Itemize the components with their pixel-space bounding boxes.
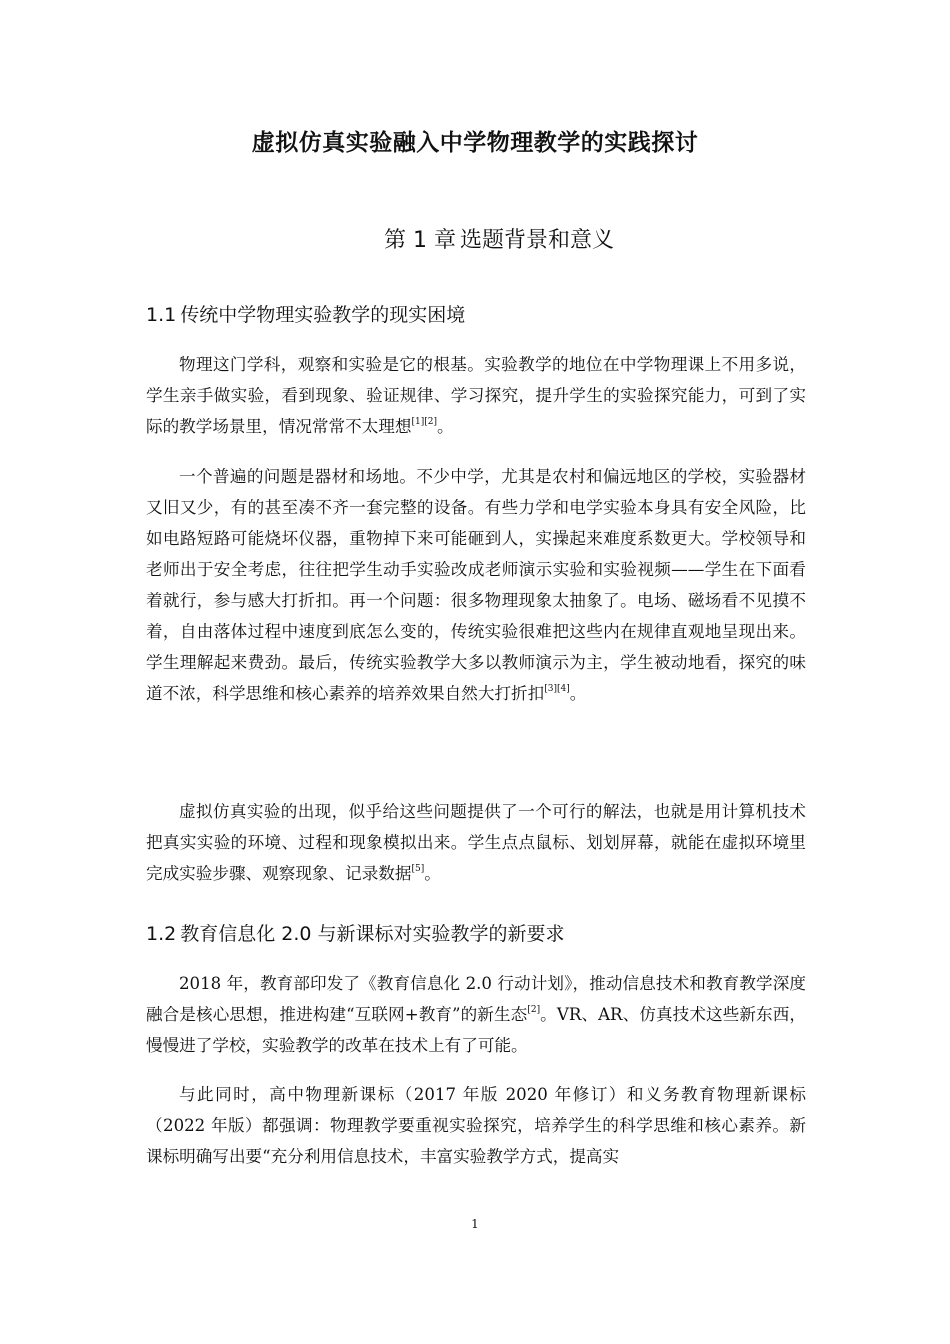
page-number: 1: [471, 1217, 479, 1231]
chapter-heading: [0, 226, 950, 256]
section-heading-1-2: [146, 920, 565, 948]
citation: [2]: [527, 1005, 541, 1015]
paragraph-end: 。: [437, 417, 454, 436]
paragraph-text: 物理这门学科，观察和实验是它的根基。实验教学的地位在中学物理课上不用多说，学生亲手做实验，看到现象、验证规律、学习探究，提升学生的实验探究能力，可到了实际的教学场景里，情况常常不太理想: [146, 355, 806, 436]
paragraph-end: 。: [424, 864, 441, 883]
section-heading-1-1: [146, 301, 465, 329]
chapter-number: 第 1 章: [384, 228, 456, 253]
paragraph: [146, 968, 806, 1061]
paragraph-end: 。VR、AR、仿真技术这些新东西，慢慢进了学校，实验教学的改革在技术上有了可能。: [146, 1005, 806, 1055]
section-number: 1.1: [146, 304, 177, 326]
section-title: 教育信息化 2.0 与新课标对实验教学的新要求: [180, 923, 565, 945]
citation: [5]: [411, 864, 425, 874]
paragraph-text: 与此同时，高中物理新课标（2017 年版 2020 年修订）和义务教育物理新课标（2022 年版）都强调：物理教学要重视实验探究，培养学生的科学思维和核心素养。新课标明确写出要“充分利用信息技术，丰富实验教学方式，提高实: [146, 1085, 806, 1166]
paragraph: [146, 461, 806, 709]
paragraph-text: 一个普遍的问题是器材和场地。不少中学，尤其是农村和偏远地区的学校，实验器材又旧又少，有的甚至凑不齐一套完整的设备。有些力学和电学实验本身具有安全风险，比如电路短路可能烧坏仪器，重物掉下来可能砸到人，实操起来难度系数更大。学校领导和老师出于安全考虑，往往把学生动手实验改成老师演示实验和实验视频——学生在下面看着就行，参与感大打折扣。再一个问题：很多物理现象太抽象了。电场、磁场看不见摸不着，自由落体过程中速度到底怎么变的，传统实验很难把这些内在规律直观地呈现出来。学生理解起来费劲。最后，传统实验教学大多以教师演示为主，学生被动地看，探究的味道不浓，科学思维和核心素养的培养效果自然大打折扣: [146, 467, 806, 703]
paragraph: [146, 349, 806, 442]
document-title: 虚拟仿真实验融入中学物理教学的实践探讨: [251, 130, 699, 156]
citation: [1][2]: [411, 417, 437, 427]
section-title: 传统中学物理实验教学的现实困境: [180, 304, 466, 326]
paragraph: [146, 796, 806, 889]
section-number: 1.2: [146, 923, 177, 945]
paragraph-end: 。: [569, 684, 587, 703]
paragraph: [146, 1079, 806, 1172]
paragraph-text: 2018 年，教育部印发了《教育信息化 2.0 行动计划》，推动信息技术和教育教学深度融合是核心思想，推进构建“互联网+教育”的新生态: [146, 974, 806, 1024]
chapter-title: 选题背景和意义: [459, 228, 614, 253]
citation: [3][4]: [544, 684, 570, 694]
paragraph-text: 虚拟仿真实验的出现，似乎给这些问题提供了一个可行的解法，也就是用计算机技术把真实实验的环境、过程和现象模拟出来。学生点点鼠标、划划屏幕，就能在虚拟环境里完成实验步骤、观察现象、记录数据: [146, 802, 806, 883]
